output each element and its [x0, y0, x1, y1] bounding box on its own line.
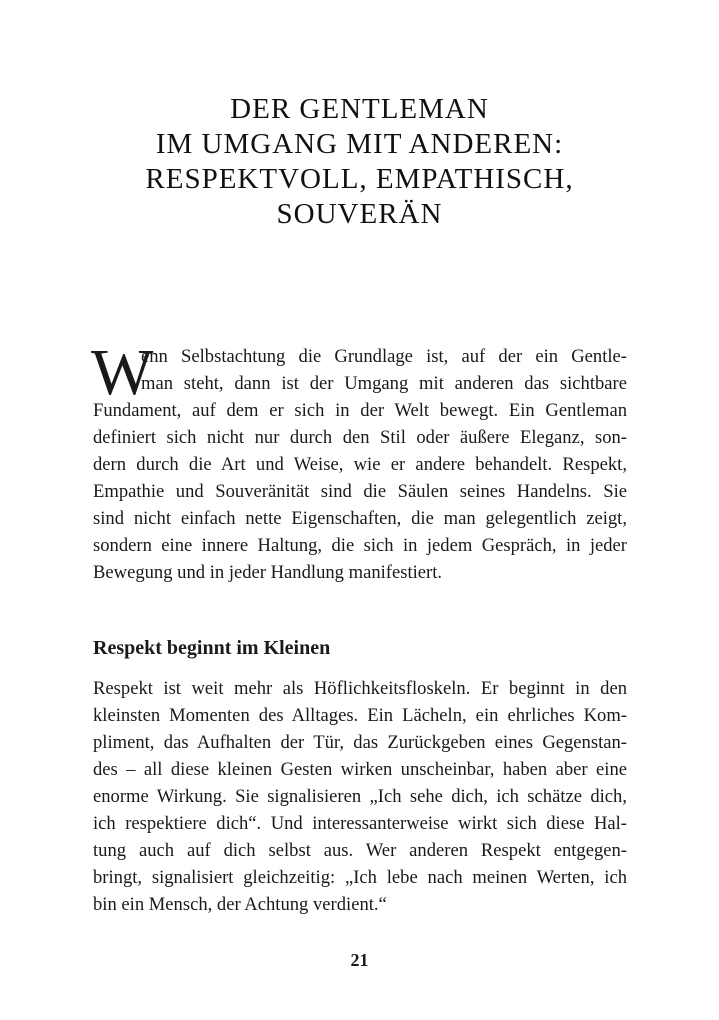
text-line: Bewegung und in jeder Handlung manifestiert. — [93, 562, 443, 583]
chapter-title-line: DER GENTLEMAN — [230, 93, 489, 125]
text-line: man steht, dann ist der Umgang mit anderen das sichtbare — [141, 373, 627, 394]
chapter-title-line: IM UMGANG MIT ANDEREN: — [155, 128, 564, 160]
page-number: 21 — [350, 950, 369, 970]
section-paragraph — [93, 675, 627, 918]
text-line: Empathie und Souveränität sind die Säulen seines Handelns. Sie — [93, 481, 627, 502]
text-line: pliment, das Aufhalten der Tür, das Zurückgeben eines Gegenstan- — [93, 732, 627, 753]
chapter-title-line: SOUVERÄN — [276, 198, 443, 230]
text-line: enn Selbstachtung die Grundlage ist, auf der ein Gentle- — [141, 346, 627, 367]
drop-cap: W — [91, 336, 154, 409]
text-line: kleinsten Momenten des Alltages. Ein Lächeln, ein ehrliches Kom- — [93, 705, 627, 726]
intro-paragraph — [91, 336, 627, 586]
text-line: Fundament, auf dem er sich in der Welt bewegt. Ein Gentleman — [93, 400, 627, 421]
text-line: enorme Wirkung. Sie signalisieren „Ich sehe dich, ich schätze dich, — [93, 786, 627, 807]
text-line: des – all diese kleinen Gesten wirken unscheinbar, haben aber eine — [93, 759, 627, 780]
text-line: tung auch auf dich selbst aus. Wer anderen Respekt entgegen- — [93, 840, 627, 861]
section-heading: Respekt beginnt im Kleinen — [93, 637, 331, 659]
chapter-title — [0, 92, 719, 232]
text-line: sind nicht einfach nette Eigenschaften, die man gelegentlich zeigt, — [93, 508, 627, 529]
text-line: definiert sich nicht nur durch den Stil oder äußere Eleganz, son- — [93, 427, 627, 448]
text-line: sondern eine innere Haltung, die sich in jedem Gespräch, in jeder — [93, 535, 627, 556]
chapter-title-line: RESPEKTVOLL, EMPATHISCH, — [145, 163, 574, 195]
text-line: ich respektiere dich“. Und interessanterweise wirkt sich diese Hal- — [93, 813, 627, 834]
text-line: Respekt ist weit mehr als Höflichkeitsfloskeln. Er beginnt in den — [93, 678, 627, 699]
text-line: dern durch die Art und Weise, wie er andere behandelt. Respekt, — [93, 454, 627, 475]
text-line: bringt, signalisiert gleichzeitig: „Ich lebe nach meinen Werten, ich — [93, 867, 627, 888]
text-line: bin ein Mensch, der Achtung verdient.“ — [93, 894, 387, 915]
